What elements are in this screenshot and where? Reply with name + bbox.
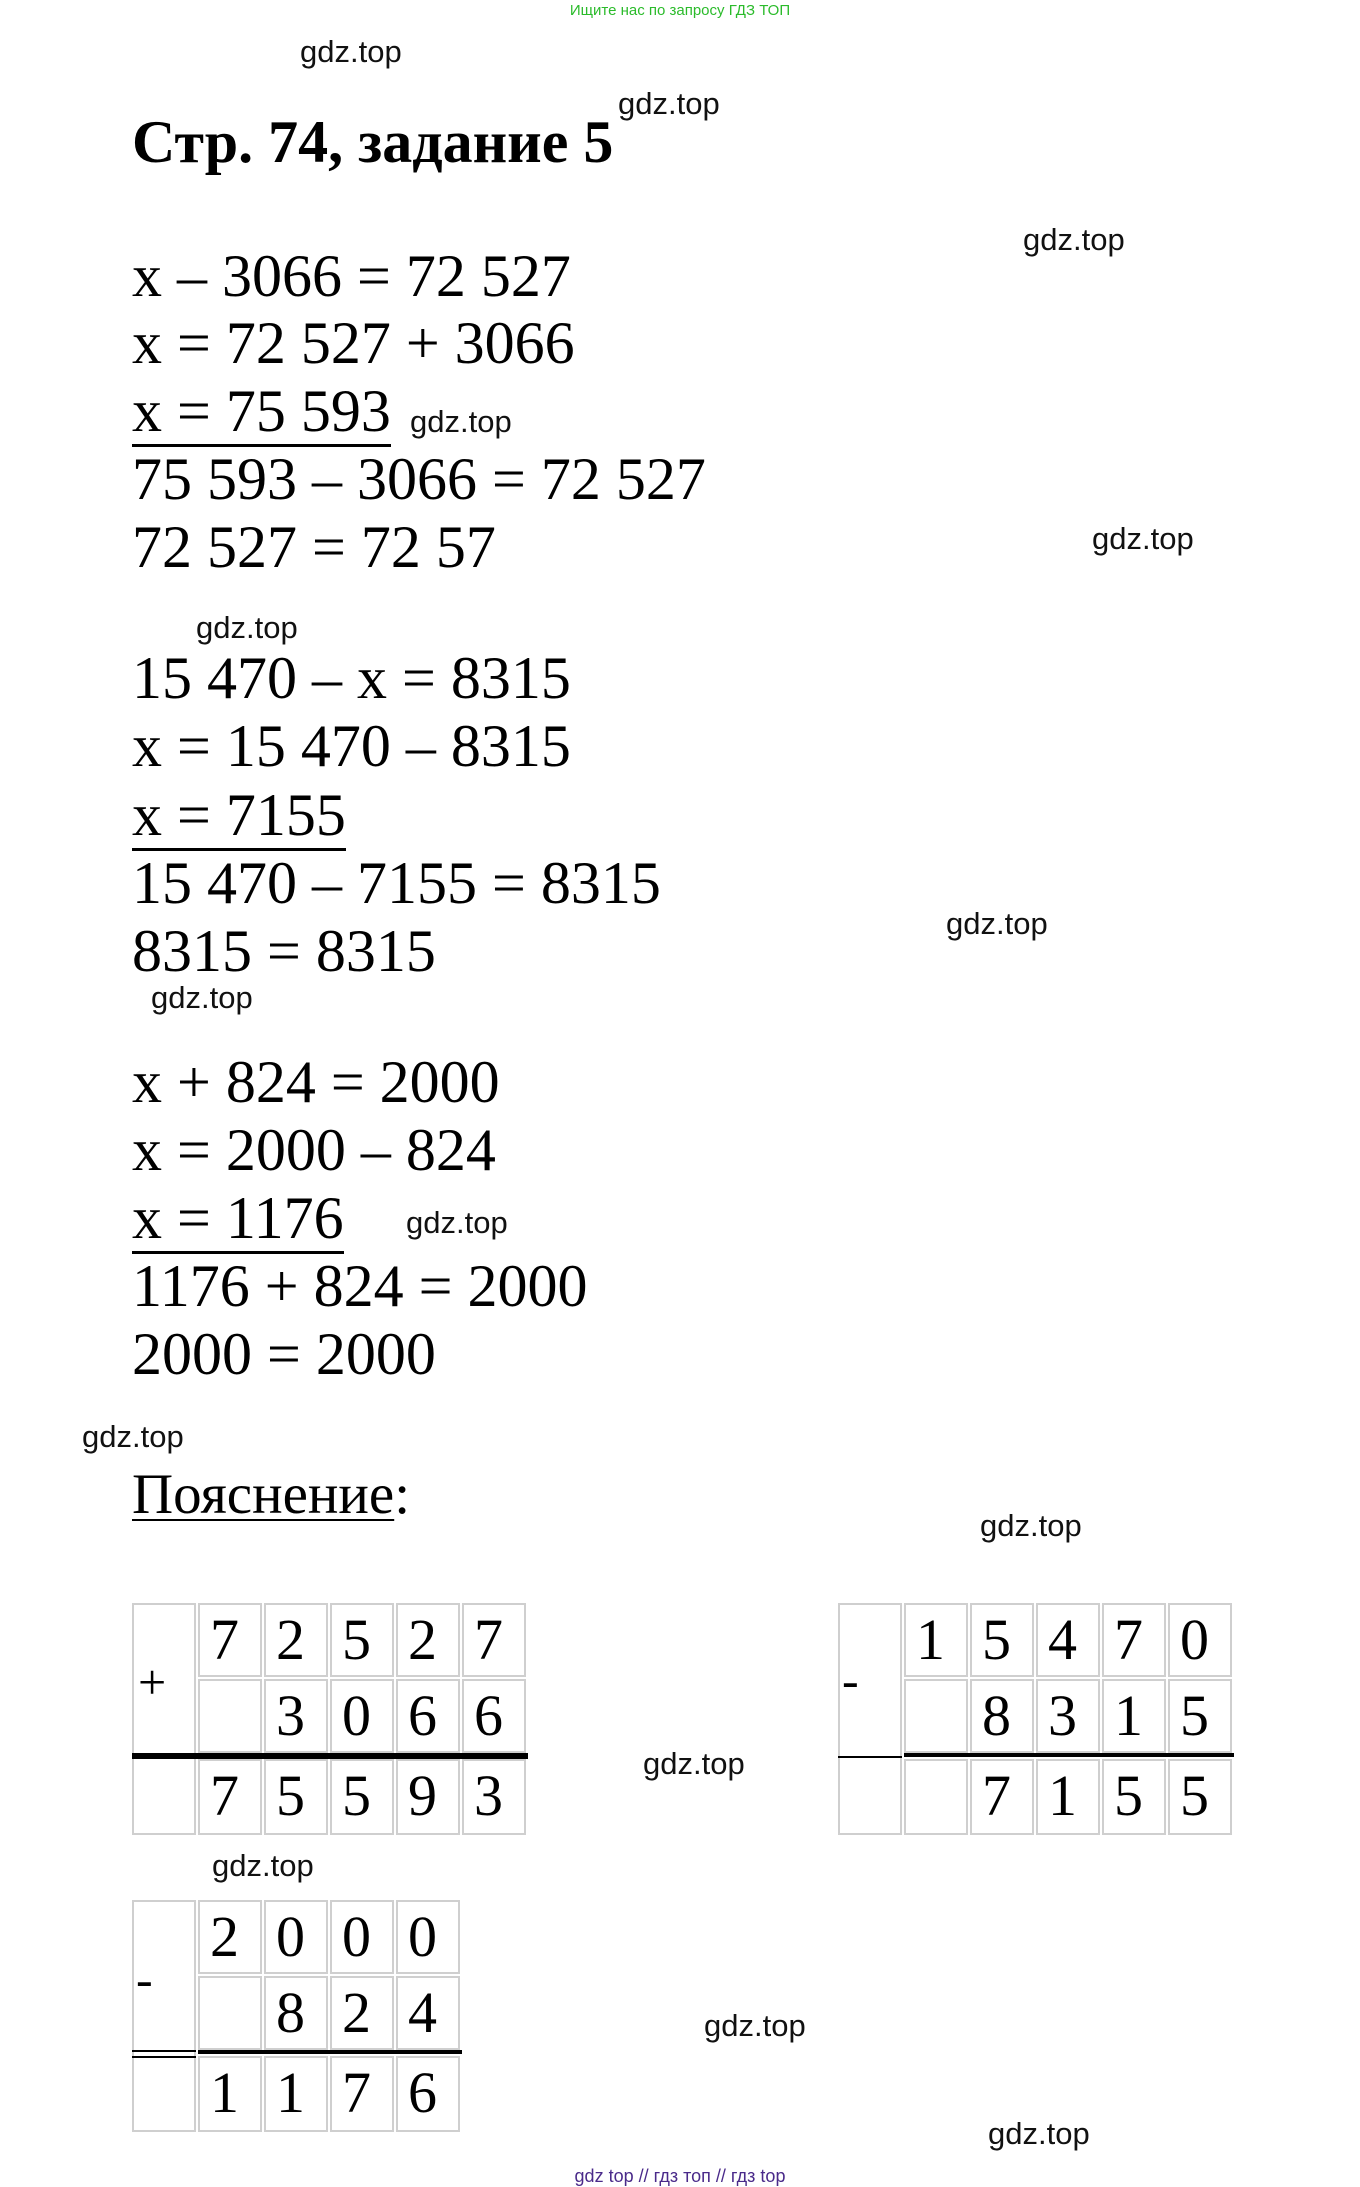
digit-cell: 0 bbox=[1168, 1603, 1232, 1677]
digit-cell bbox=[198, 1976, 262, 2050]
digit-cell: 5 bbox=[1102, 1759, 1166, 1835]
watermark: gdz.top bbox=[980, 1508, 1082, 1543]
watermark: gdz.top bbox=[300, 34, 402, 69]
digit-cell: 0 bbox=[330, 1900, 394, 1974]
watermark: gdz.top bbox=[196, 610, 298, 645]
digit-cell: 0 bbox=[330, 1679, 394, 1753]
digit-cell: 1 bbox=[198, 2056, 262, 2132]
digit-cell: 1 bbox=[1036, 1759, 1100, 1835]
watermark: gdz.top bbox=[1092, 521, 1194, 556]
watermark: gdz.top bbox=[618, 86, 720, 121]
digit-cell: 7 bbox=[1102, 1603, 1166, 1677]
minus-sign: - bbox=[136, 1951, 153, 2007]
equation-line: x + 824 = 2000 bbox=[132, 1049, 500, 1115]
check-result: 72 527 = 72 57 bbox=[132, 514, 496, 580]
digit-cell: 5 bbox=[264, 1759, 328, 1835]
digit-cell: 5 bbox=[1168, 1679, 1232, 1753]
sign-cell bbox=[132, 1900, 196, 2132]
digit-cell: 1 bbox=[1102, 1679, 1166, 1753]
watermark: gdz.top bbox=[212, 1848, 314, 1883]
column-addition bbox=[132, 1603, 530, 1835]
equation-line: x = 15 470 – 8315 bbox=[132, 713, 571, 779]
equation-line: x – 3066 = 72 527 bbox=[132, 243, 571, 309]
watermark: gdz.top bbox=[410, 404, 512, 439]
explanation-colon: : bbox=[394, 1463, 411, 1526]
sign-underline bbox=[132, 2050, 196, 2052]
watermark: gdz.top bbox=[406, 1205, 508, 1240]
digit-cell: 8 bbox=[970, 1679, 1034, 1753]
digit-cell: 9 bbox=[396, 1759, 460, 1835]
check-result: 8315 = 8315 bbox=[132, 918, 436, 984]
check-line: 75 593 – 3066 = 72 527 bbox=[132, 446, 706, 512]
answer-line: x = 7155 bbox=[132, 782, 346, 851]
check-result: 2000 = 2000 bbox=[132, 1321, 436, 1387]
digit-cell: 0 bbox=[396, 1900, 460, 1974]
digit-cell: 5 bbox=[1168, 1759, 1232, 1835]
digit-cell: 1 bbox=[264, 2056, 328, 2132]
digit-cell: 7 bbox=[198, 1603, 262, 1677]
minus-sign: - bbox=[842, 1652, 859, 1708]
digit-cell bbox=[198, 1679, 262, 1753]
sign-cell bbox=[838, 1603, 902, 1835]
digit-cell: 3 bbox=[462, 1759, 526, 1835]
digit-cell: 6 bbox=[396, 1679, 460, 1753]
digit-cell: 6 bbox=[462, 1679, 526, 1753]
difference-line bbox=[904, 1753, 1234, 1757]
digit-cell: 7 bbox=[330, 2056, 394, 2132]
sign-underline bbox=[132, 2056, 196, 2058]
equation-line: x = 72 527 + 3066 bbox=[132, 310, 575, 376]
watermark: gdz.top bbox=[946, 906, 1048, 941]
explanation-word: Пояснение bbox=[132, 1463, 395, 1526]
digit-cell: 2 bbox=[396, 1603, 460, 1677]
digit-cell: 3 bbox=[264, 1679, 328, 1753]
check-line: 1176 + 824 = 2000 bbox=[132, 1253, 588, 1319]
footer-links[interactable]: gdz top // гдз топ // гдз top bbox=[574, 2166, 786, 2186]
explanation-heading bbox=[132, 1462, 410, 1527]
column-subtraction bbox=[838, 1603, 1236, 1835]
sign-underline bbox=[838, 1756, 902, 1758]
difference-line bbox=[198, 2050, 462, 2054]
watermark: gdz.top bbox=[704, 2008, 806, 2043]
digit-cell: 5 bbox=[330, 1759, 394, 1835]
digit-cell: 5 bbox=[970, 1603, 1034, 1677]
digit-cell: 6 bbox=[396, 2056, 460, 2132]
watermark: gdz.top bbox=[643, 1746, 745, 1781]
digit-cell: 5 bbox=[330, 1603, 394, 1677]
watermark: gdz.top bbox=[82, 1419, 184, 1454]
digit-cell bbox=[904, 1679, 968, 1753]
digit-cell: 4 bbox=[396, 1976, 460, 2050]
equation-line: x = 2000 – 824 bbox=[132, 1117, 496, 1183]
digit-cell: 7 bbox=[462, 1603, 526, 1677]
digit-cell: 0 bbox=[264, 1900, 328, 1974]
equation-line: 15 470 – x = 8315 bbox=[132, 645, 571, 711]
top-banner[interactable]: Ищите нас по запросу ГДЗ ТОП bbox=[569, 2, 791, 19]
watermark: gdz.top bbox=[1023, 222, 1125, 257]
digit-cell: 3 bbox=[1036, 1679, 1100, 1753]
column-subtraction bbox=[132, 1900, 464, 2132]
sum-line bbox=[132, 1753, 528, 1759]
watermark: gdz.top bbox=[988, 2116, 1090, 2151]
digit-cell: 4 bbox=[1036, 1603, 1100, 1677]
plus-sign: + bbox=[138, 1654, 167, 1710]
answer-line: x = 75 593 bbox=[132, 378, 391, 447]
watermark: gdz.top bbox=[151, 980, 253, 1015]
page-title: Стр. 74, задание 5 bbox=[132, 109, 614, 175]
sign-cell bbox=[132, 1603, 196, 1835]
digit-cell: 8 bbox=[264, 1976, 328, 2050]
digit-cell: 2 bbox=[330, 1976, 394, 2050]
digit-cell bbox=[904, 1759, 968, 1835]
digit-cell: 7 bbox=[970, 1759, 1034, 1835]
digit-cell: 1 bbox=[904, 1603, 968, 1677]
check-line: 15 470 – 7155 = 8315 bbox=[132, 850, 661, 916]
answer-line: x = 1176 bbox=[132, 1185, 344, 1254]
digit-cell: 2 bbox=[198, 1900, 262, 1974]
digit-cell: 2 bbox=[264, 1603, 328, 1677]
digit-cell: 7 bbox=[198, 1759, 262, 1835]
